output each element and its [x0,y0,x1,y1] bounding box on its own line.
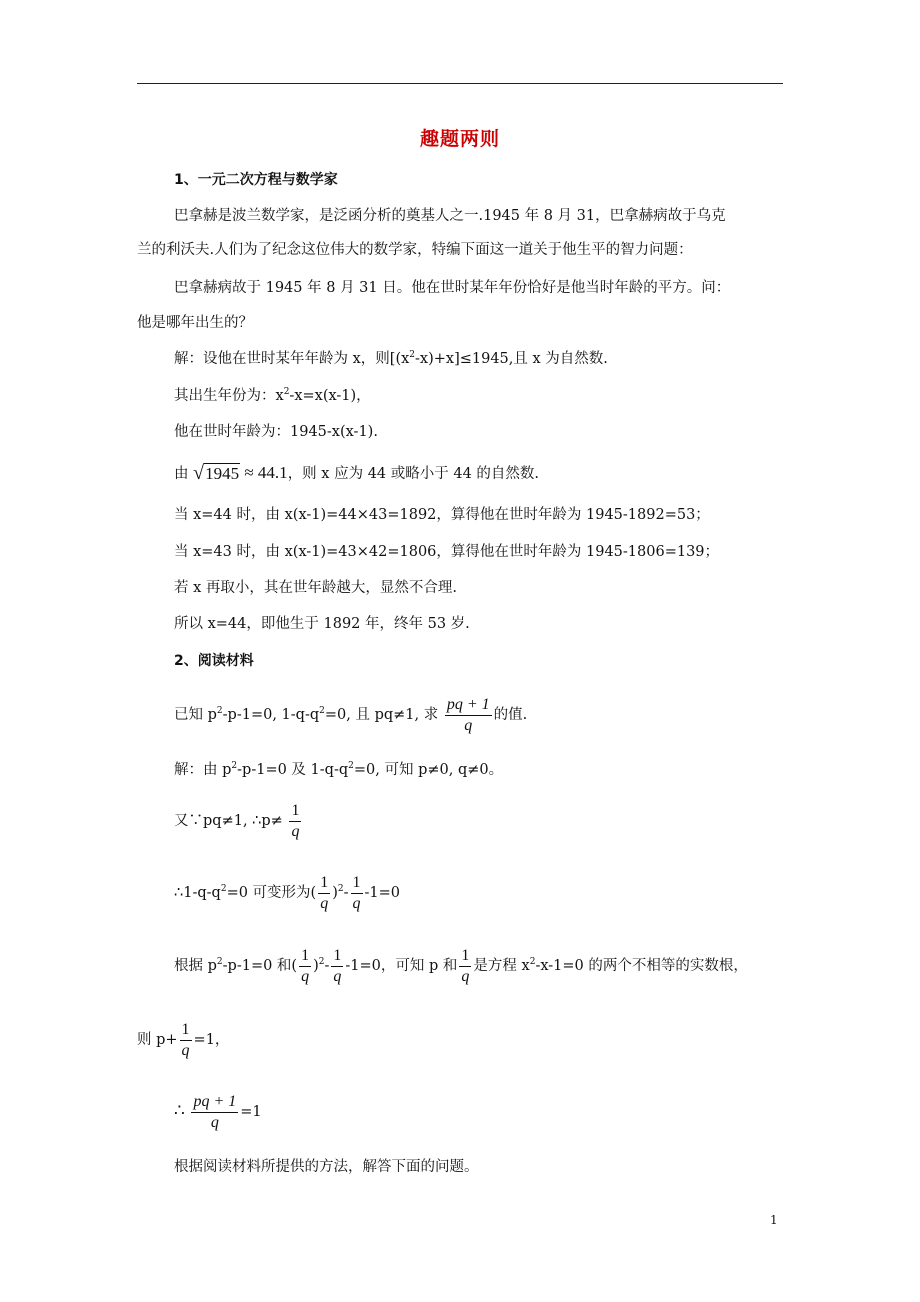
fraction-1-over-q [351,874,363,913]
also-text: 又∵pq≠1, ∴p≠ [174,813,283,829]
fraction-pq-plus-1-over-q [445,696,492,735]
page-number: 1 [770,1213,778,1227]
intro-line1: 巴拿赫是波兰数学家，是泛函分析的奠基人之一.1945 年 8 月 31，巴拿赫病故于乌克 [174,208,726,224]
fraction-denominator: q [210,1113,219,1131]
fraction-denominator: q [352,894,361,912]
case-44-line: 当 x=44 时，由 x(x-1)=44×43=1892，算得他在世时年龄为 1945-1892=53； [174,507,710,523]
fraction-pq-plus-1-over-q [191,1093,238,1132]
sqrt-line [174,459,539,489]
also-line [174,798,303,844]
birth-year-line [174,386,371,406]
superscript: 2 [216,957,223,968]
sqrt-radicand: 1945 [205,464,240,483]
fraction-numerator: 1 [351,874,363,894]
result-b: =1 [240,1104,262,1120]
fraction-numerator: 1 [318,874,330,894]
basis-d: - [324,958,330,974]
fraction-1-over-q [318,874,330,913]
superscript: 2 [529,957,536,968]
task-line: 根据阅读材料所提供的方法，解答下面的问题。 [174,1159,479,1175]
sqrt-approx: ≈ 44.1 [240,463,288,482]
solution2-a: 解：由 p [174,762,232,778]
transform-d: - [343,885,349,901]
solution-setup-b: -x)+x]≤1945,且 x 为自然数. [415,351,608,367]
solution-setup-a: 解：设他在世时某年年龄为 x，则[(x [174,351,410,367]
result-a: ∴ [174,1101,185,1121]
superscript: 2 [220,884,227,895]
fraction-numerator: 1 [289,802,301,822]
fraction-1-over-q [180,1021,192,1060]
page-title: 趣题两则 [419,128,500,150]
basis-e: -1=0，可知 p 和 [345,958,458,974]
fraction-denominator: q [301,967,310,985]
solution2-line [174,760,503,780]
transform-c: ) [332,885,338,901]
then-b: =1， [193,1032,230,1048]
fraction-1-over-q [331,947,343,986]
result-line [174,1088,262,1135]
superscript: 2 [348,761,354,772]
solution2-b: -p-1=0 及 1-q-q [237,762,349,778]
basis-line [174,943,748,989]
problem-line2: 他是哪年出生的？ [137,315,253,331]
fraction-numerator: pq + 1 [191,1093,238,1113]
superscript: 2 [337,884,344,895]
fraction-denominator: q [333,967,342,985]
given-line [174,692,527,738]
fraction-numerator: 1 [459,947,471,967]
basis-b: -p-1=0 和( [222,958,298,974]
superscript: 2 [283,387,290,398]
fraction-1-over-q [459,947,471,986]
case-43-line: 当 x=43 时，由 x(x-1)=43×42=1806，算得他在世时年龄为 1945-1806=139； [174,544,720,560]
section2-heading: 2、阅读材料 [174,653,254,669]
sqrt-pre: 由 [174,466,189,482]
solution2-c: =0, 可知 p≠0, q≠0。 [353,762,504,778]
conclusion-line: 所以 x=44，即他生于 1892 年，终年 53 岁. [174,616,470,632]
intro-line2: 兰的利沃夫.人们为了纪念这位伟大的数学家，特编下面这一道关于他生平的智力问题： [137,242,693,258]
fraction-numerator: 1 [180,1021,192,1041]
birth-year-a: 其出生年份为：x [174,388,284,404]
then-line [137,1017,229,1063]
transform-line [174,870,400,916]
transform-b: =0 可变形为( [226,885,317,901]
fraction-denominator: q [291,822,300,840]
given-c: =0, 且 pq≠1, 求 [324,707,439,723]
given-b: -p-1=0, 1-q-q [222,707,320,723]
fraction-1-over-q [299,947,311,986]
section1-heading: 1、一元二次方程与数学家 [174,172,338,188]
solution-setup [174,349,608,369]
basis-f: 是方程 x [473,958,530,974]
then-a: 则 p+ [137,1032,178,1048]
birth-year-b: -x=x(x-1)， [289,388,371,404]
superscript: 2 [318,957,325,968]
superscript: 2 [231,761,238,772]
problem-line1: 巴拿赫病故于 1945 年 8 月 31 日。他在世时某年年份恰好是他当时年龄的平方。问： [174,280,731,296]
basis-c: ) [313,958,319,974]
given-d: 的值. [493,707,528,723]
fraction-numerator: pq + 1 [445,696,492,716]
age-line: 他在世时年龄为：1945-x(x-1). [174,424,378,440]
fraction-denominator: q [320,894,329,912]
sqrt-post: ，则 x 应为 44 或略小于 44 的自然数. [287,466,540,482]
superscript: 2 [409,350,416,361]
basis-a: 根据 p [174,958,217,974]
fraction-denominator: q [461,967,470,985]
fraction-numerator: 1 [331,947,343,967]
superscript: 2 [319,706,325,717]
fraction-denominator: q [181,1041,190,1059]
header-rule [137,83,783,84]
sqrt-expression: √1945 [193,462,240,484]
fraction-denominator: q [464,716,473,734]
basis-g: -x-1=0 的两个不相等的实数根， [535,958,748,974]
superscript: 2 [216,706,223,717]
fraction-1-over-q [289,802,301,841]
fraction-numerator: 1 [299,947,311,967]
transform-a: ∴1-q-q [174,885,221,901]
transform-e: -1=0 [364,885,401,901]
given-a: 已知 p [174,707,217,723]
smaller-line: 若 x 再取小，其在世年龄越大，显然不合理. [174,580,458,596]
